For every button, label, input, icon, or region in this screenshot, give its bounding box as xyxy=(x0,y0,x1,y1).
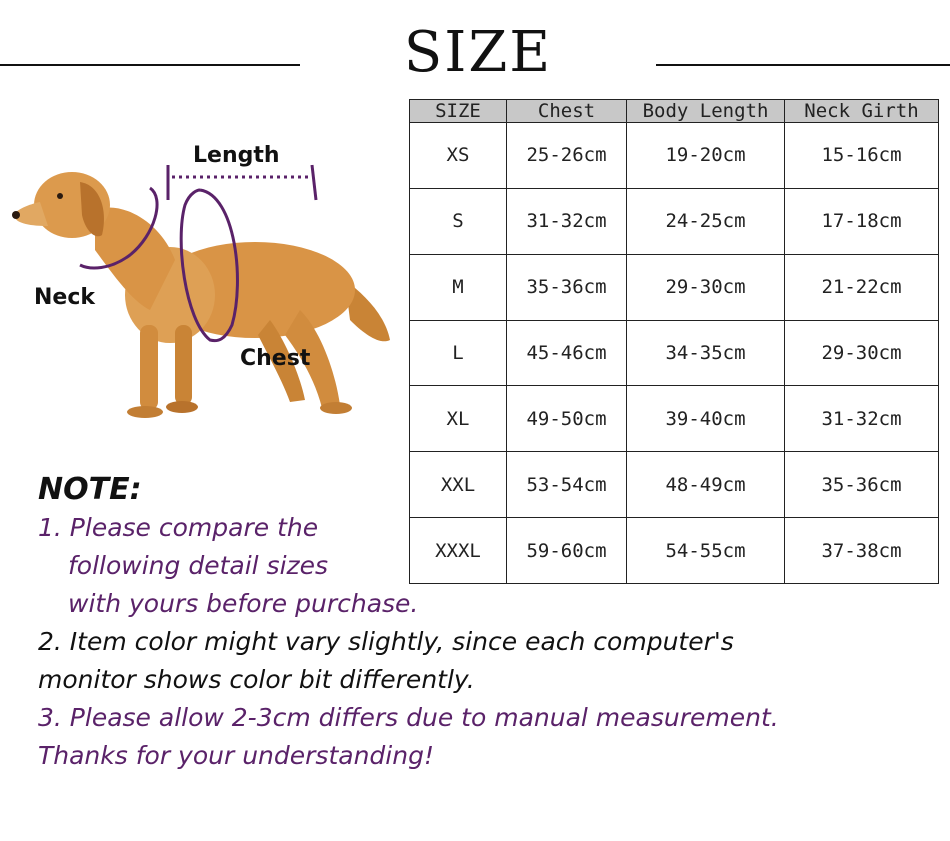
title-rule-right xyxy=(656,64,950,66)
note-line-5: monitor shows color bit differently. xyxy=(38,665,475,694)
table-row xyxy=(410,188,939,254)
size-cell: M xyxy=(410,254,507,320)
chest-cell: 31-32cm xyxy=(507,188,627,254)
body-length-cell: 29-30cm xyxy=(627,254,785,320)
table-row xyxy=(410,254,939,320)
length-label: Length xyxy=(193,143,280,168)
title-rule-left xyxy=(0,64,300,66)
note-line-7: Thanks for your understanding! xyxy=(38,741,434,770)
neck-label: Neck xyxy=(34,285,96,310)
body-length-cell: 54-55cm xyxy=(627,518,785,584)
body-length-cell: 48-49cm xyxy=(627,452,785,518)
note-line-6: 3. Please allow 2-3cm differs due to manual measurement. xyxy=(38,703,779,732)
neck-girth-cell: 31-32cm xyxy=(785,386,939,452)
notes-heading: NOTE: xyxy=(38,472,142,507)
column-header-neck-girth: Neck Girth xyxy=(785,100,939,123)
notes-section xyxy=(38,472,938,775)
size-cell: XXXL xyxy=(410,518,507,584)
size-cell: XS xyxy=(410,123,507,189)
chest-cell: 59-60cm xyxy=(507,518,627,584)
chest-cell: 49-50cm xyxy=(507,386,627,452)
body-length-cell: 34-35cm xyxy=(627,320,785,386)
table-row xyxy=(410,123,939,189)
column-header-size: SIZE xyxy=(410,100,507,123)
column-header-body-length: Body Length xyxy=(627,100,785,123)
chest-cell: 25-26cm xyxy=(507,123,627,189)
note-line-3: with yours before purchase. xyxy=(68,589,419,618)
body-length-cell: 19-20cm xyxy=(627,123,785,189)
chest-cell: 53-54cm xyxy=(507,452,627,518)
neck-girth-cell: 35-36cm xyxy=(785,452,939,518)
neck-girth-cell: 17-18cm xyxy=(785,188,939,254)
size-cell: XL xyxy=(410,386,507,452)
note-line-2: following detail sizes xyxy=(68,551,329,580)
neck-girth-cell: 37-38cm xyxy=(785,518,939,584)
table-header-row xyxy=(410,100,939,123)
body-length-cell: 24-25cm xyxy=(627,188,785,254)
body-length-cell: 39-40cm xyxy=(627,386,785,452)
neck-girth-cell: 15-16cm xyxy=(785,123,939,189)
size-cell: S xyxy=(410,188,507,254)
size-cell: XXL xyxy=(410,452,507,518)
table-row xyxy=(410,386,939,452)
note-line-4: 2. Item color might vary slightly, since each computer's xyxy=(38,627,734,656)
note-line-1: 1. Please compare the xyxy=(38,513,319,542)
neck-girth-cell: 21-22cm xyxy=(785,254,939,320)
neck-girth-cell: 29-30cm xyxy=(785,320,939,386)
chest-cell: 35-36cm xyxy=(507,254,627,320)
column-header-chest: Chest xyxy=(507,100,627,123)
page-title: SIZE xyxy=(403,20,553,85)
chest-label: Chest xyxy=(240,346,311,371)
chest-cell: 45-46cm xyxy=(507,320,627,386)
size-cell: L xyxy=(410,320,507,386)
dog-measurement-diagram xyxy=(0,130,400,430)
table-row xyxy=(410,320,939,386)
